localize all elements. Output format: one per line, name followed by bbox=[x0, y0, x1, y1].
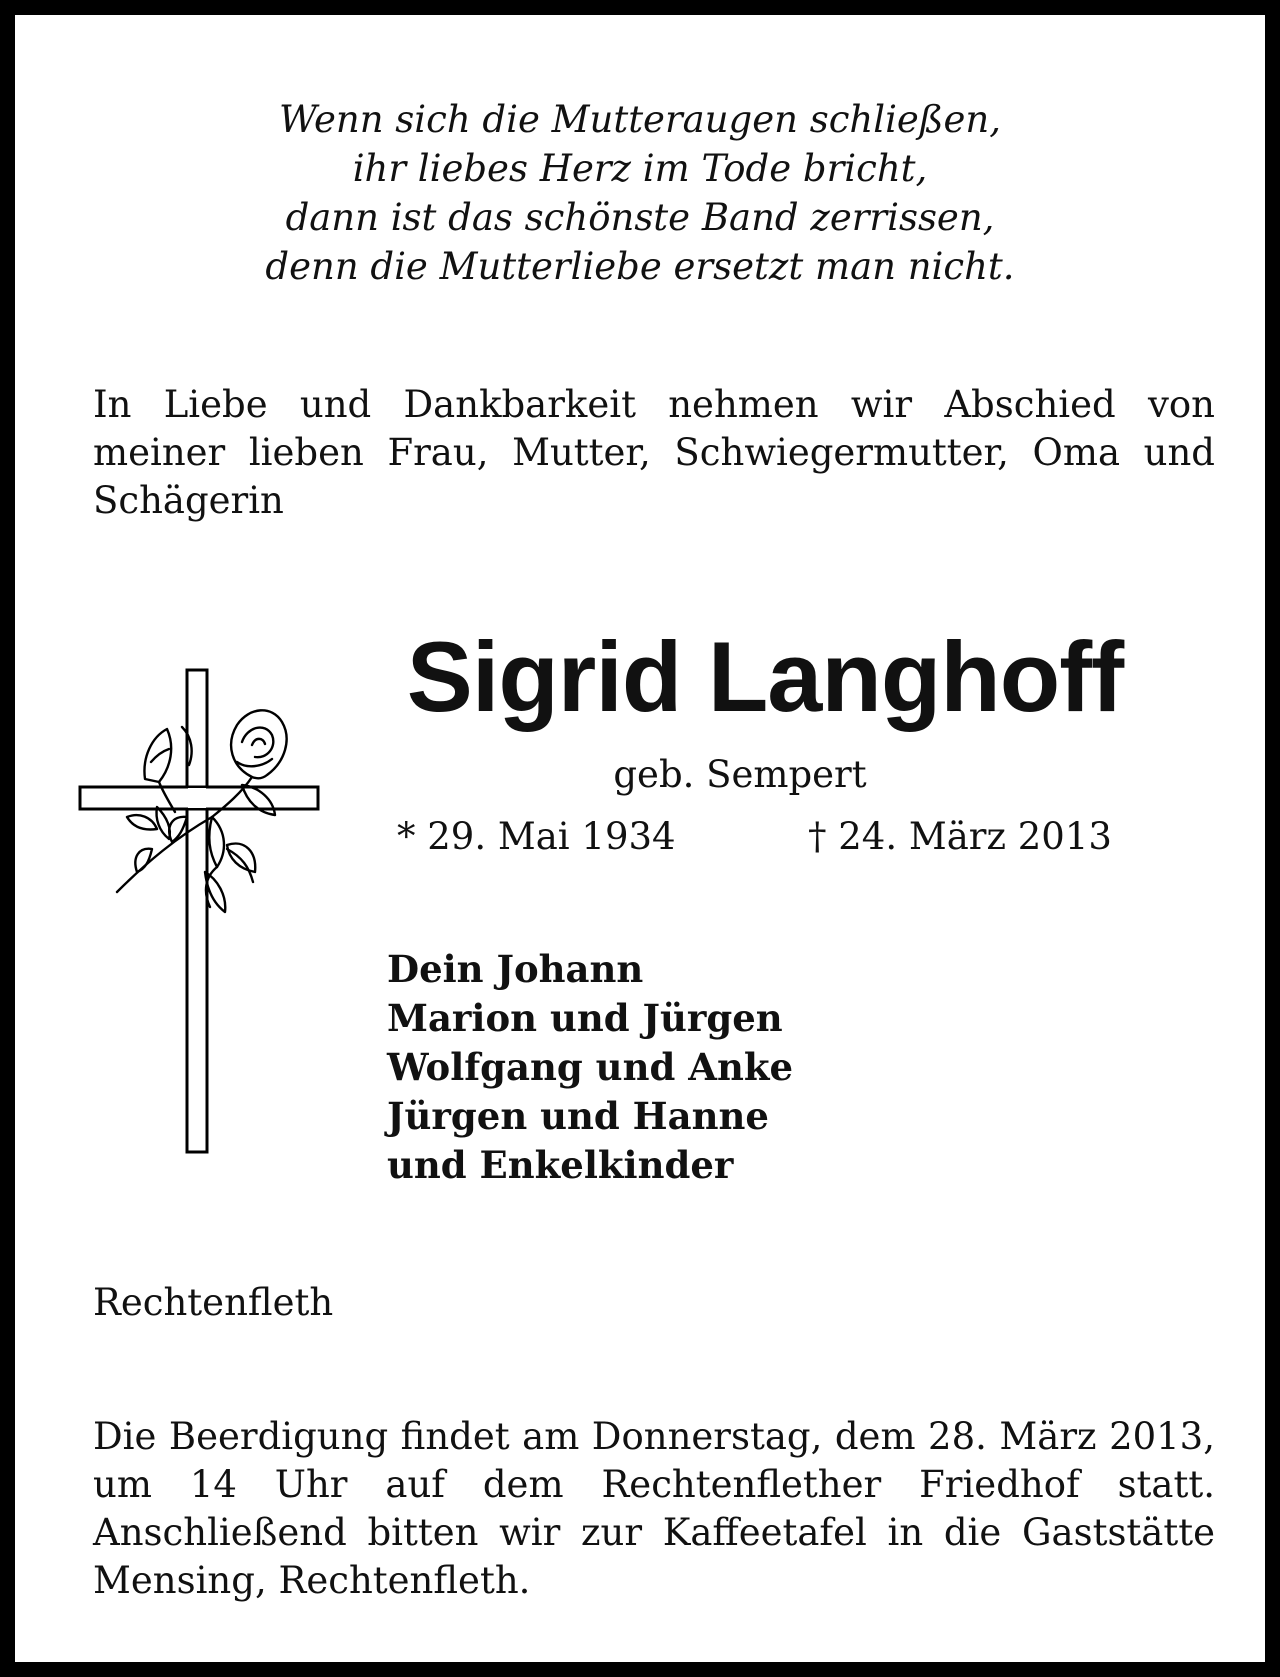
birth-date: * 29. Mai 1934 bbox=[397, 815, 676, 858]
funeral-details: Die Beerdigung findet am Donnerstag, dem 28. März 2013, um 14 Uhr auf dem Rechtenflether Friedhof statt. Anschließend bitten wir zur Kaffeetafel in die Gaststätte Mensing, Rechtenfleth. bbox=[93, 1415, 1215, 1602]
poem-line: denn die Mutterliebe ersetzt man nicht. bbox=[265, 245, 1015, 288]
mourner-line: Dein Johann bbox=[387, 947, 644, 991]
deceased-name: Sigrid Langhoff bbox=[406, 621, 1124, 732]
mourner-line: Marion und Jürgen bbox=[387, 996, 783, 1040]
mourner-line: Jürgen und Hanne bbox=[387, 1094, 769, 1138]
mourner-line: Wolfgang und Anke bbox=[387, 1045, 794, 1089]
poem-line: Wenn sich die Mutteraugen schließen, bbox=[278, 98, 1002, 141]
poem-line: dann ist das schönste Band zerrissen, bbox=[285, 196, 995, 239]
memorial-poem bbox=[15, 95, 1265, 291]
mourner-line: und Enkelkinder bbox=[387, 1143, 734, 1187]
place-name: Rechtenfleth bbox=[93, 1281, 334, 1324]
poem-line: ihr liebes Herz im Tode bricht, bbox=[352, 147, 928, 190]
maiden-name: geb. Sempert bbox=[613, 753, 867, 796]
cross-with-rose-icon bbox=[77, 667, 321, 1157]
death-date: † 24. März 2013 bbox=[808, 815, 1112, 858]
farewell-text: In Liebe und Dankbarkeit nehmen wir Abschied von meiner lieben Frau, Mutter, Schwiegermutter, Oma und Schägerin bbox=[93, 383, 1215, 522]
mourners-list bbox=[387, 945, 793, 1190]
